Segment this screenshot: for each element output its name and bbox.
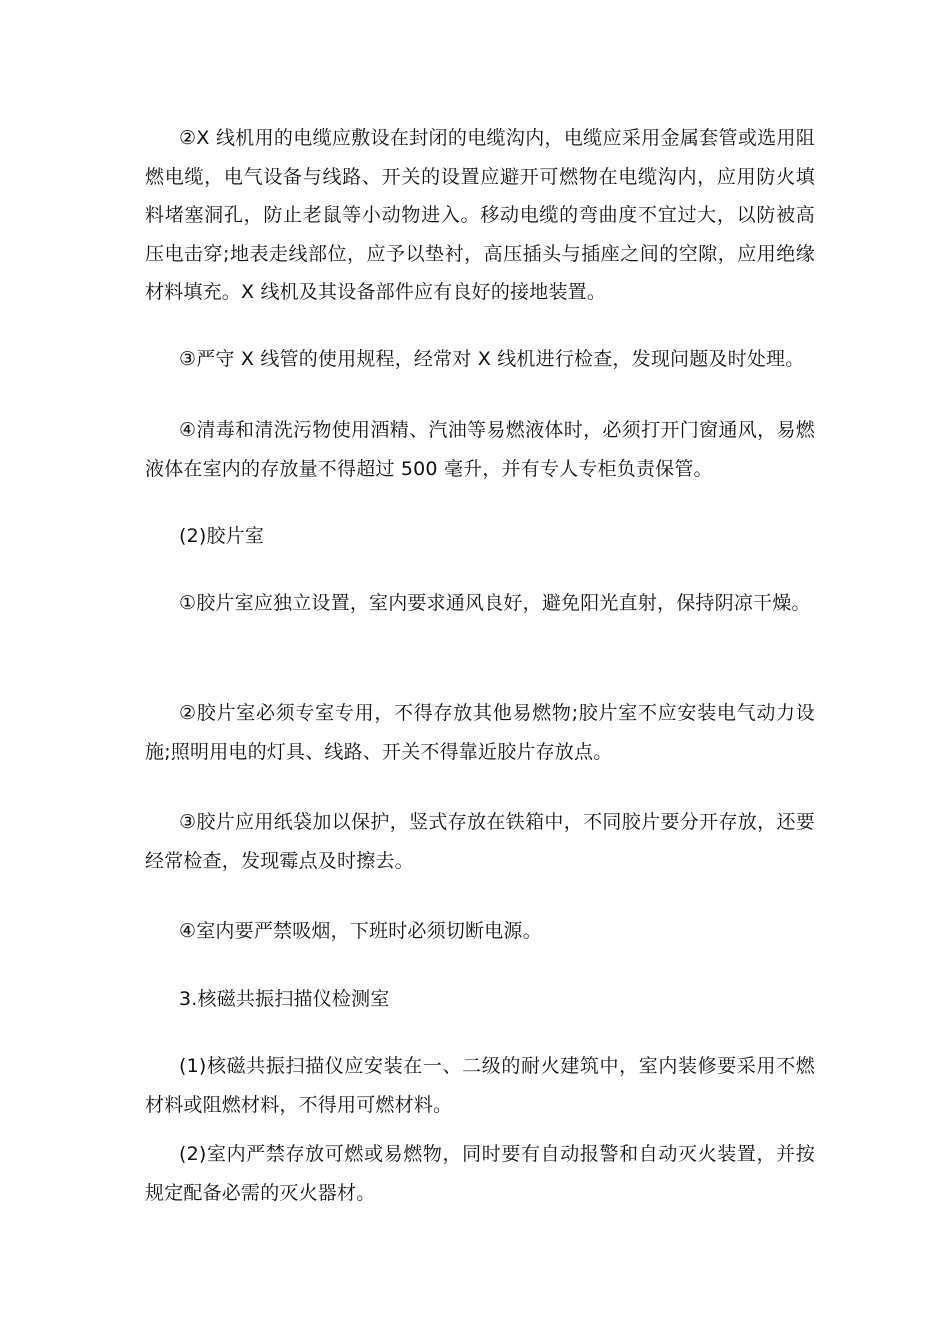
paragraph-flammable-liquids: ④清毒和清洗污物使用酒精、汽油等易燃液体时，必须打开门窗通风，易燃液体在室内的存放量不得超过 500 毫升，并有专人专柜负责保管。: [145, 419, 815, 480]
paragraph-film-room-3: ③胶片应用纸袋加以保护，竖式存放在铁箱中，不同胶片要分开存放，还要经常检查，发现霉点及时擦去。: [145, 811, 815, 872]
section-heading-mri-room: 3.核磁共振扫描仪检测室: [179, 988, 390, 1010]
paragraph-mri-2: (2)室内严禁存放可燃或易燃物，同时要有自动报警和自动灭火装置，并按规定配备必需的灭火器材。: [145, 1143, 815, 1204]
paragraph-mri-1: (1)核磁共振扫描仪应安装在一、二级的耐火建筑中，室内装修要采用不燃材料或阻燃材料，不得用可燃材料。: [145, 1055, 815, 1116]
section-heading-film-room: (2)胶片室: [179, 525, 265, 547]
paragraph-film-room-2: ②胶片室必须专室专用，不得存放其他易燃物;胶片室不应安装电气动力设施;照明用电的灯具、线路、开关不得靠近胶片存放点。: [145, 702, 815, 763]
paragraph-film-room-1: ①胶片室应独立设置，室内要求通风良好，避免阳光直射，保持阴凉干燥。: [179, 592, 811, 614]
paragraph-xray-cable: ②X 线机用的电缆应敷设在封闭的电缆沟内，电缆应采用金属套管或选用阻燃电缆，电气设备与线路、开关的设置应避开可燃物在电缆沟内，应用防火填料堵塞洞孔，防止老鼠等小动物进入。移动电缆的弯曲度不宜过大，以防被高压电击穿;地表走线部位，应予以垫衬，高压插头与插座之间的空隙，应用绝缘材料填充。X 线机及其设备部件应有良好的接地装置。: [145, 127, 815, 303]
paragraph-xray-tube-rules: ③严守 X 线管的使用规程，经常对 X 线机进行检查，发现问题及时处理。: [179, 348, 805, 370]
paragraph-film-room-4: ④室内要严禁吸烟，下班时必须切断电源。: [179, 920, 542, 942]
